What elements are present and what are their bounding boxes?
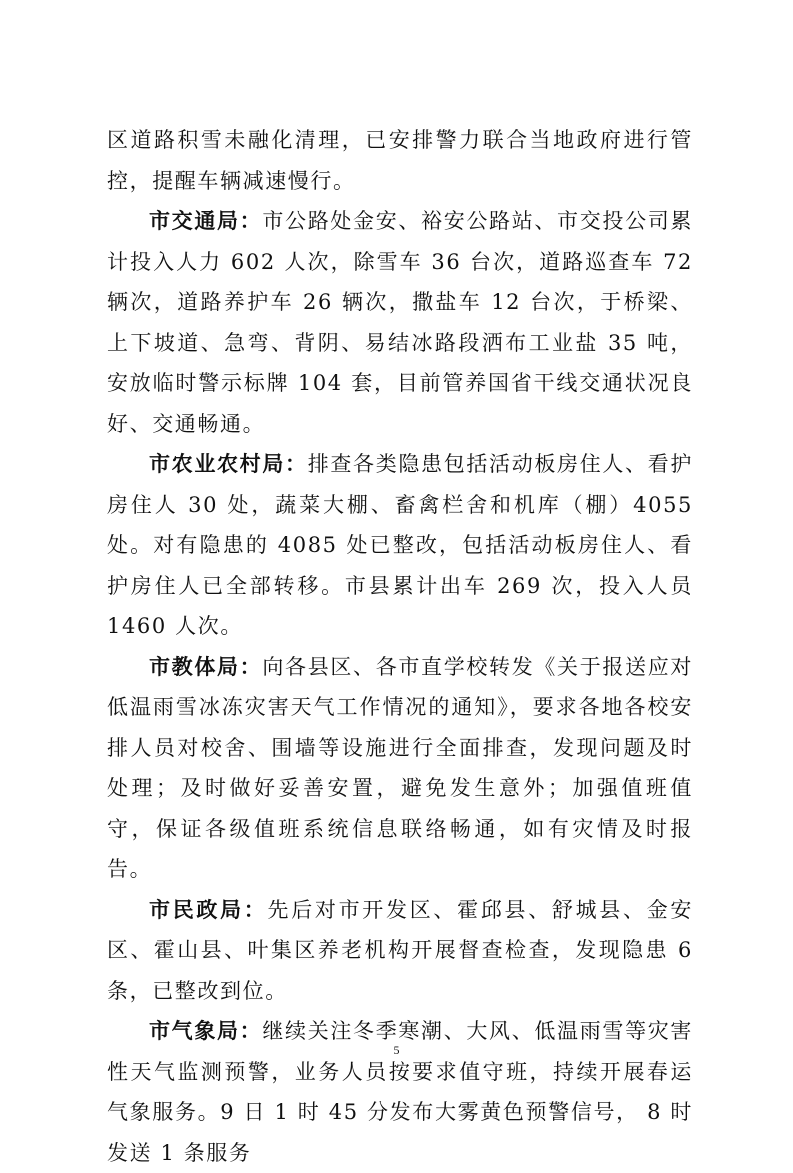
paragraph-heading: 市教体局： (149, 653, 263, 679)
paragraph-body: 排查各类隐患包括活动板房住人、看护房住人 30 处，蔬菜大棚、畜禽栏舍和机库（棚）4055 处。对有隐患的 4085 处已整改，包括活动板房住人、看护房住人已全部转移。市县累计出车 269 次，投入人员 1460 人次。 (107, 452, 693, 638)
paragraph-heading: 市交通局： (149, 208, 263, 233)
paragraph-heading: 市农业农村局： (149, 451, 308, 476)
paragraph-transport-bureau (107, 201, 693, 444)
paragraph-education-sports-bureau (107, 647, 693, 890)
paragraph-body: 先后对市开发区、霍邱县、舒城县、金安区、霍山县、叶集区养老机构开展督查检查，发现隐患 6 条，已整改到位。 (107, 897, 693, 1003)
paragraph-body: 市公路处金安、裕安公路站、市交投公司累计投入人力 602 人次，除雪车 36 台次，道路巡查车 72 辆次，道路养护车 26 辆次，撒盐车 12 台次，于桥梁、上下坡道、急弯、背阴、易结冰路段洒布工业盐 35 吨，安放临时警示标牌 104 套，目前管养国省干线交通状况良好、交通畅通。 (107, 209, 694, 436)
paragraph-civil-affairs-bureau (107, 890, 693, 1012)
paragraph-body: 继续关注冬季寒潮、大风、低温雨雪等灾害性天气监测预警，业务人员按要求值守班，持续开展春运气象服务。9 日 1 时 45 分发布大雾黄色预警信号， 8 时发送 1 条服务 (107, 1019, 694, 1165)
paragraph-continued-text (107, 120, 693, 201)
document-body (107, 120, 693, 1173)
paragraph-body: 区道路积雪未融化清理，已安排警力联合当地政府进行管控，提醒车辆减速慢行。 (107, 128, 693, 193)
paragraph-heading: 市气象局： (149, 1018, 263, 1043)
paragraph-agriculture-bureau (107, 444, 693, 647)
paragraph-heading: 市民政局： (149, 896, 268, 922)
paragraph-meteorological-bureau (107, 1011, 693, 1173)
page-number: 5 (393, 1043, 400, 1057)
paragraph-body: 向各县区、各市直学校转发《关于报送应对低温雨雪冰冻灾害天气工作情况的通知》，要求各地各校安排人员对校舍、围墙等设施进行全面排查，发现问题及时处理；及时做好妥善安置，避免发生意外；加强值班值守，保证各级值班系统信息联络畅通，如有灾情及时报告。 (107, 654, 694, 881)
